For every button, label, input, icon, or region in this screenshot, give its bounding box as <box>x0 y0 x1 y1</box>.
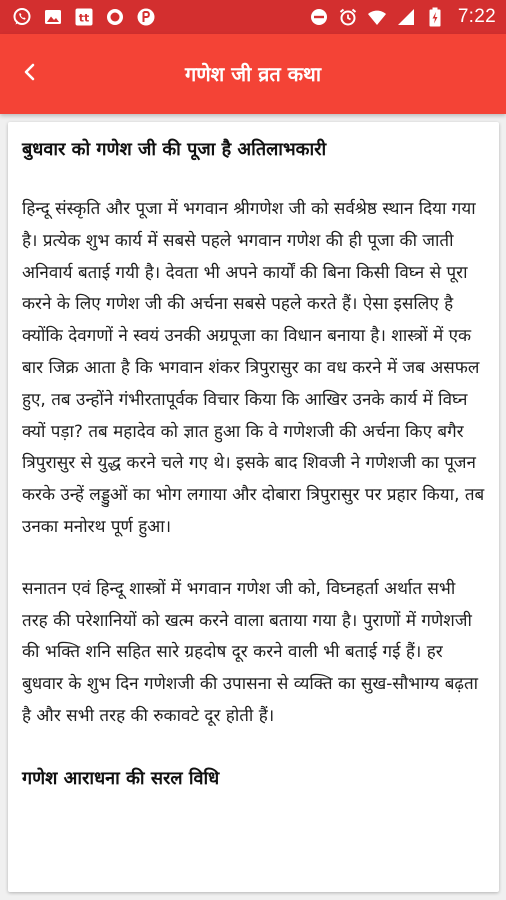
wifi-icon <box>367 7 387 27</box>
status-system-icons <box>309 6 496 28</box>
gallery-icon <box>43 7 63 27</box>
status-time: 7:22 <box>457 6 496 27</box>
page-title: गणेश जी व्रत कथा <box>184 62 322 86</box>
whatsapp-icon <box>12 7 32 27</box>
tt-icon <box>74 7 94 27</box>
svg-text:tt: tt <box>78 11 90 25</box>
app-bar <box>0 34 506 114</box>
article-paragraph-2: सनातन एवं हिन्दू शास्त्रों में भगवान गणेश जी को, विघ्नहर्ता अर्थात सभी तरह की परेशानियों को खत्म करने वाला बताया गया है। पुराणों में गणेशजी की भक्ति शनि सहित सारे ग्रहदोष दूर करने वाली भी बताई गई हैं। हर बुधवार के शुभ दिन गणेशजी की उपासना से व्यक्ति का सुख-सौभाग्य बढ़ता है और सभी तरह की रुकावटे दूर होती हैं। <box>22 578 479 726</box>
status-notification-icons <box>12 7 156 27</box>
battery-charging-icon <box>425 7 445 27</box>
article-heading: बुधवार को गणेश जी की पूजा है अतिलाभकारी <box>22 139 327 160</box>
circle-app-icon <box>105 7 125 27</box>
article-subheading: गणेश आराधना की सरल विधि <box>22 767 220 789</box>
alarm-icon <box>338 7 358 27</box>
article-paragraph-1: हिन्दू संस्कृति और पूजा में भगवान श्रीगणेश जी को सर्वश्रेष्ठ स्थान दिया गया है। प्रत्येक शुभ कार्य में सबसे पहले भगवान गणेश की ही पूजा की जाती अनिवार्य बताई गयी है। देवता भी अपने कार्यों की बिना किसी विघ्न से पूरा करने के लिए गणेश जी की अर्चना सबसे पहले करते हैं। ऐसा इसलिए है क्योंकि देवगणों ने स्वयं उनकी अग्रपूजा का विधान बनाया है। शास्त्रों में एक बार जिक्र आता है कि भगवान शंकर त्रिपुरासुर का वध करने में जब असफल हुए, तब उन्होंने गंभीरतापूर्वक विचार किया कि आखिर उनके कार्य में विघ्न क्यों पड़ा? तब महादेव को ज्ञात हुआ कि वे गणेशजी की अर्चना किए बगैर त्रिपुरासुर से युद्ध करने चले गए थे। इसके बाद शिवजी ने गणेशजी का पूजन करके उन्हें लड्डुओं का भोग लगाया और दोबारा त्रिपुरासुर पर प्रहार किया, तब उनका मनोरथ पूर्ण हुआ। <box>22 199 485 537</box>
status-bar <box>0 0 506 34</box>
do-not-disturb-icon <box>309 7 329 27</box>
p-icon <box>136 7 156 27</box>
article-card[interactable] <box>8 122 499 892</box>
signal-icon <box>396 7 416 27</box>
